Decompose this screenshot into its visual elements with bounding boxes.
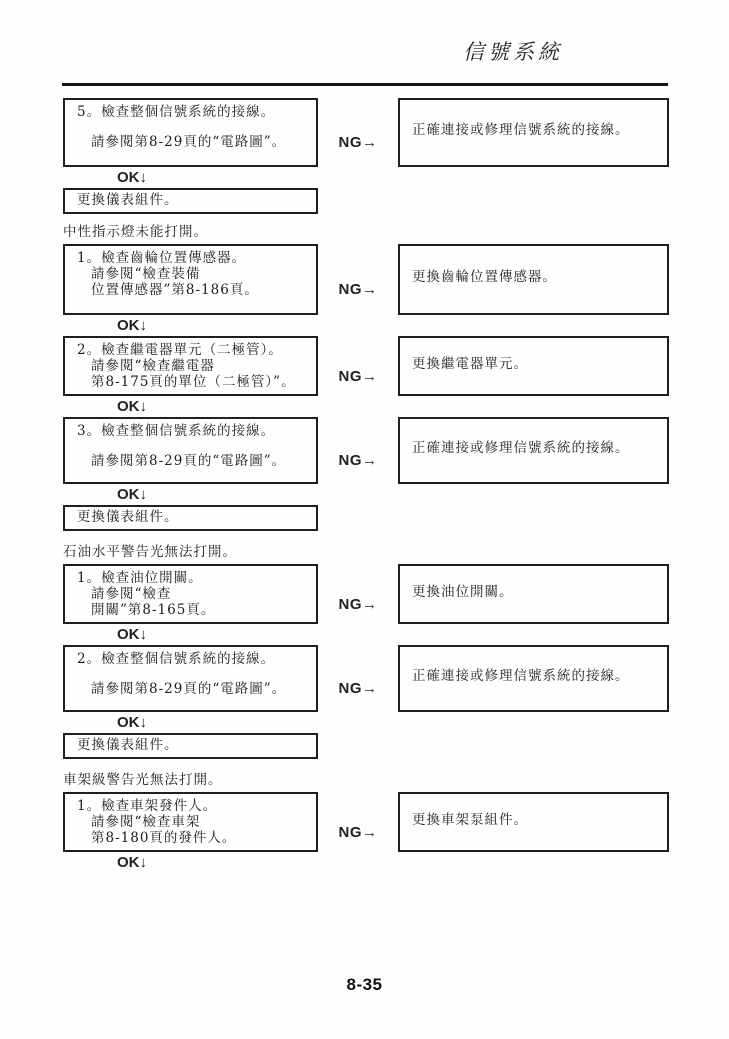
step-line: 3。檢查整個信號系統的接線。	[77, 423, 276, 439]
section-heading: 車架級警告光無法打開。	[63, 772, 223, 788]
ng-arrow-label: NG→	[338, 134, 378, 151]
page-title: 信號系統	[463, 40, 563, 64]
ok-arrow-label: OK↓	[117, 169, 147, 186]
action-box	[398, 564, 669, 624]
step-line: 第8-180頁的發件人。	[91, 830, 237, 846]
action-box	[398, 336, 669, 396]
ok-arrow-label: OK↓	[117, 714, 147, 731]
action-box	[398, 98, 669, 167]
flow-row	[63, 336, 669, 396]
action-box	[398, 792, 669, 852]
ng-arrow-label: NG→	[338, 281, 378, 298]
step-line: 開關”第8-165頁。	[91, 602, 216, 618]
action-box	[398, 417, 669, 484]
ok-arrow-label: OK↓	[117, 626, 147, 643]
step-box	[63, 645, 318, 712]
step-line: 請參閱“檢查裝備	[91, 266, 201, 282]
step-line: 1。檢查齒輪位置傳感器。	[77, 250, 247, 266]
ok-arrow-label: OK↓	[117, 854, 147, 871]
step-line: 2。檢查繼電器單元（二極管）。	[77, 342, 283, 358]
step-box	[63, 336, 318, 396]
step-box	[63, 792, 318, 852]
ng-arrow-label: NG→	[338, 595, 378, 613]
flow-row	[63, 564, 669, 624]
step-line: 1。檢查油位開關。	[77, 570, 203, 586]
flow-row	[63, 792, 669, 852]
flow-row	[63, 244, 669, 315]
ng-arrow-label: NG→	[338, 823, 378, 841]
step-line: 請參閱“檢查	[91, 586, 172, 602]
step-line: 第8-175頁的單位（二極管）”。	[91, 374, 296, 390]
step-line: 請參閱第8-29頁的“電路圖”。	[91, 453, 287, 469]
step-box	[63, 417, 318, 484]
action-text: 更換車架泵組件。	[412, 811, 528, 828]
step-box	[63, 98, 318, 167]
step-line: 5。檢查整個信號系統的接線。	[77, 104, 276, 120]
ng-arrow-label: NG→	[338, 367, 378, 385]
ok-arrow-label: OK↓	[117, 486, 147, 503]
step-line: 位置傳感器”第8-186頁。	[91, 282, 259, 298]
result-box: 更換儀表組件。	[63, 188, 318, 214]
action-text: 正確連接或修理信號系統的接線。	[412, 122, 630, 138]
section-heading: 中性指示燈未能打開。	[63, 224, 208, 240]
step-line: 請參閱“檢查繼電器	[91, 358, 215, 374]
result-box: 更換儀表組件。	[63, 505, 318, 531]
action-box	[398, 645, 669, 712]
result-box: 更換儀表組件。	[63, 733, 318, 759]
ng-arrow-label: NG→	[338, 680, 378, 697]
action-text: 更換油位開關。	[412, 583, 514, 600]
action-text: 正確連接或修理信號系統的接線。	[412, 668, 630, 684]
step-line: 請參閱“檢查車架	[91, 814, 201, 830]
section-heading: 石油水平警告光無法打開。	[63, 544, 237, 560]
step-line: 請參閱第8-29頁的“電路圖”。	[91, 134, 287, 150]
flow-row	[63, 645, 669, 712]
step-line: 2。檢查整個信號系統的接線。	[77, 651, 276, 667]
page-number: 8-35	[346, 975, 383, 994]
flow-row	[63, 98, 669, 167]
step-line: 1。檢查車架發件人。	[77, 798, 218, 814]
ok-arrow-label: OK↓	[117, 317, 147, 334]
ng-arrow-label: NG→	[338, 452, 378, 469]
action-text: 更換繼電器單元。	[412, 355, 528, 372]
action-box	[398, 244, 669, 315]
step-box	[63, 564, 318, 624]
troubleshooting-flowchart	[63, 98, 669, 873]
ok-arrow-label: OK↓	[117, 398, 147, 415]
header-divider	[62, 83, 668, 86]
flow-row	[63, 417, 669, 484]
action-text: 正確連接或修理信號系統的接線。	[412, 440, 630, 456]
step-box	[63, 244, 318, 315]
action-text: 更換齒輪位置傳感器。	[412, 269, 557, 285]
step-line: 請參閱第8-29頁的“電路圖”。	[91, 681, 287, 697]
